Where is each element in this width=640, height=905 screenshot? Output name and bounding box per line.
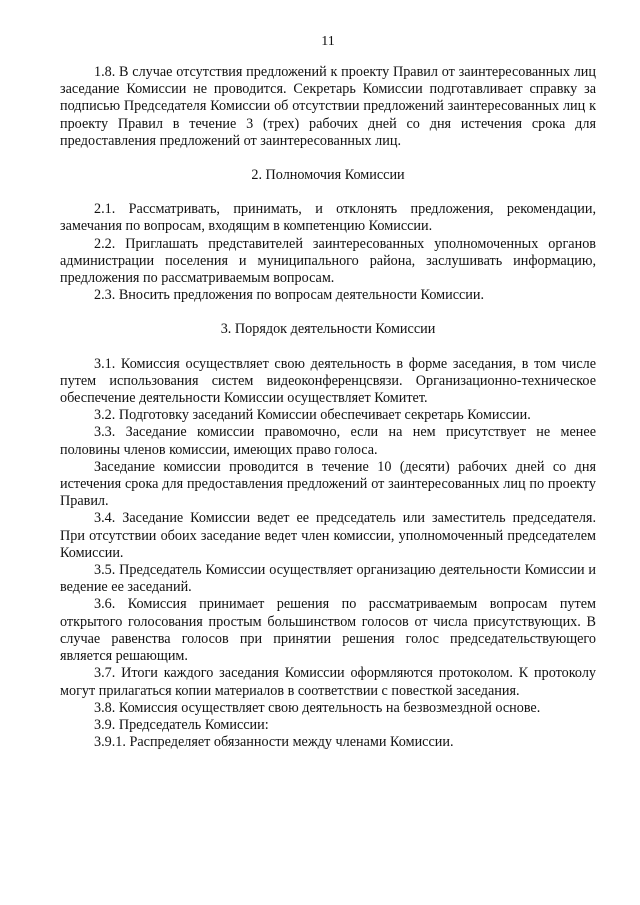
paragraph-3-2: 3.2. Подготовку заседаний Комиссии обеспечивает секретарь Комиссии. [94, 407, 531, 424]
paragraph-3-1: 3.1. Комиссия осуществляет свою деятельность в форме заседания, в том числе путем использования систем видеоконференцсвязи. Организационно-техническое обеспечение деятельности Комиссии осуществляет Комитет. [60, 355, 596, 407]
paragraph-2-1: 2.1. Рассматривать, принимать, и отклонять предложения, рекомендации, замечания по вопросам, входящим в компетенцию Комиссии. [60, 201, 596, 235]
spacer [60, 150, 596, 167]
paragraph-2-2: 2.2. Приглашать представителей заинтересованных уполномоченных органов администрации поселения и муниципального района, заслушивать информацию, предложения по рассматриваемым вопросам. [60, 235, 596, 287]
section-heading-2: 2. Полномочия Комиссии [251, 167, 405, 184]
paragraph-3-9: 3.9. Председатель Комиссии: [94, 716, 269, 733]
spacer [60, 339, 596, 356]
paragraph-3-5: 3.5. Председатель Комиссии осуществляет организацию деятельности Комиссии и ведение ее заседаний. [60, 562, 596, 596]
spacer [60, 184, 596, 201]
paragraph-1-8: 1.8. В случае отсутствия предложений к проекту Правил от заинтересованных лиц заседание Комиссии не проводится. Секретарь Комиссии подготавливает справку за подписью Председателя Комиссии об отсутствии предложений заинтересованных лиц к проекту Правил в течение 3 (трех) рабочих дней со дня истечения срока для предоставления предложений от заинтересованных лиц. [60, 64, 596, 149]
section-heading-3: 3. Порядок деятельности Комиссии [220, 321, 436, 338]
paragraph-3-8: 3.8. Комиссия осуществляет свою деятельность на безвозмездной основе. [94, 699, 541, 716]
paragraph-3-6: 3.6. Комиссия принимает решения по рассматриваемым вопросам путем открытого голосования простым большинством голосов от числа присутствующих. В случае равенства голосов при принятии решения голос председательствующего является решающим. [60, 596, 596, 665]
paragraph-3-3: 3.3. Заседание комиссии правомочно, если на нем присутствует не менее половины членов комиссии, имеющих право голоса. [60, 424, 596, 458]
spacer [60, 304, 596, 321]
paragraph-3-3-continued: Заседание комиссии проводится в течение 10 (десяти) рабочих дней со дня истечения срока для предоставления предложений от заинтересованных лиц по проекту Правил. [60, 458, 596, 510]
paragraph-2-3: 2.3. Вносить предложения по вопросам деятельности Комиссии. [94, 287, 485, 304]
paragraph-3-7: 3.7. Итоги каждого заседания Комиссии оформляются протоколом. К протоколу могут прилагаться копии материалов в соответствии с повесткой заседания. [60, 665, 596, 699]
paragraph-3-4: 3.4. Заседание Комиссии ведет ее председатель или заместитель председателя. При отсутствии обоих заседание ведет член комиссии, уполномоченный председателем Комиссии. [60, 510, 596, 561]
page-number: 11 [321, 34, 335, 49]
paragraph-3-9-1: 3.9.1. Распределяет обязанности между членами Комиссии. [94, 734, 454, 751]
